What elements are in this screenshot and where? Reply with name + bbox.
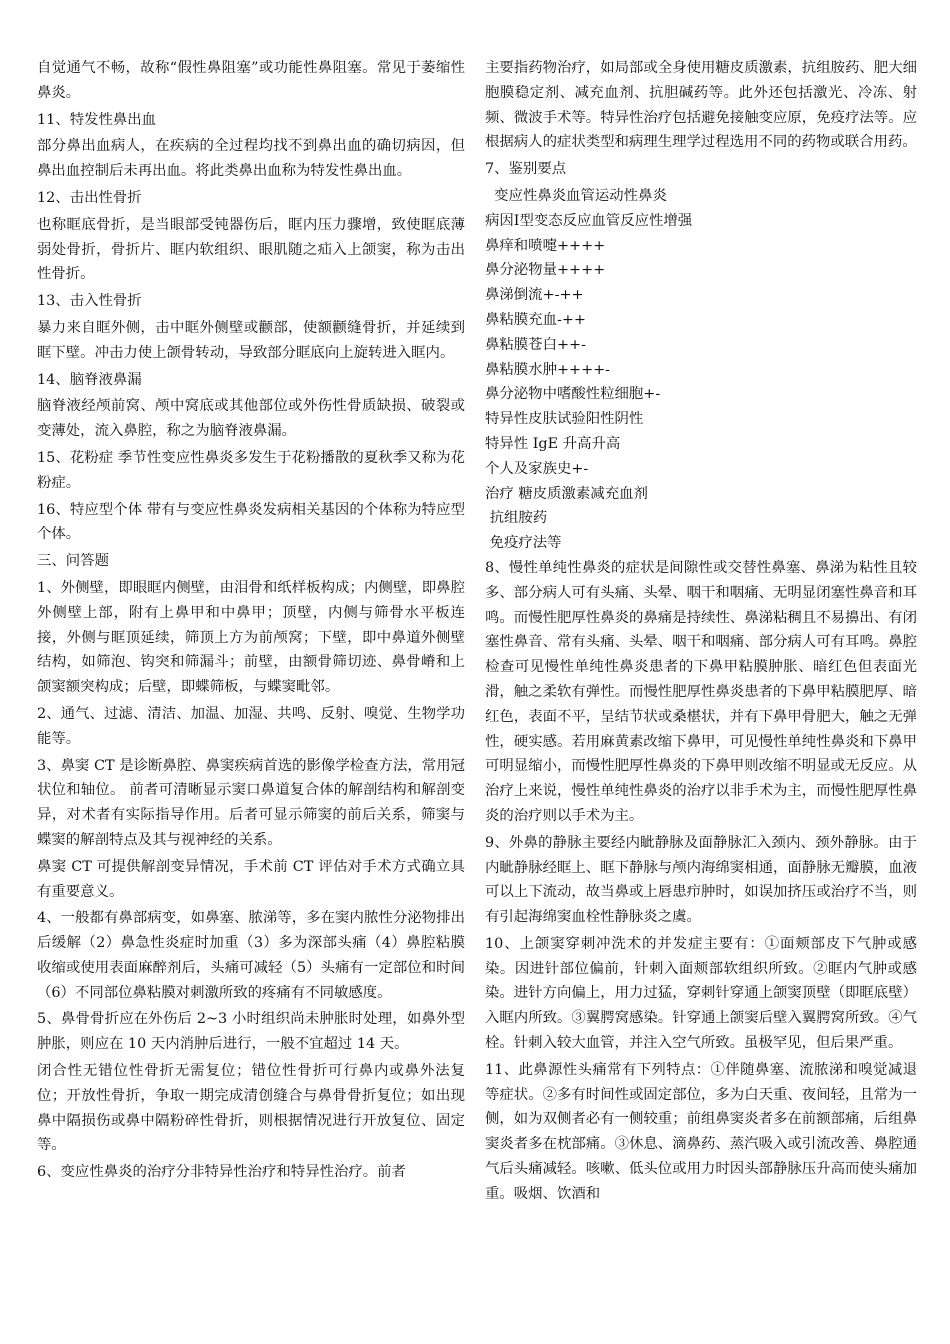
table-row: 抗组胺药 <box>485 510 548 527</box>
table-row: 鼻分泌物量++++ <box>485 262 606 279</box>
answer-paragraph: 9、外鼻的静脉主要经内眦静脉及面静脉汇入颈内、颈外静脉。由于内眦静脉经眶上、眶下静脉与颅内海绵窦相通，面静脉无瓣膜，血液可以上下流动，故当鼻或上唇患疖肿时，如误加挤压或治疗不当，则有引起海绵窦血栓性静脉炎之虞。 <box>485 834 917 926</box>
left-column <box>37 56 465 1187</box>
paragraph: 自觉通气不畅，故称“假性鼻阻塞”或功能性鼻阻塞。常见于萎缩性鼻炎。 <box>37 60 465 101</box>
table-row: 病因Ⅰ型变态反应血管反应性增强 <box>485 212 693 229</box>
paragraph: 暴力来自眶外侧，击中眶外侧壁或颧部，使额颧缝骨折，并延续到眶下壁。冲击力使上颌骨转动，导致部分眶底向上旋转进入眶内。 <box>37 319 465 361</box>
term-heading: 14、脑脊液鼻漏 <box>37 371 142 388</box>
term-heading: 13、击入性骨折 <box>37 293 142 310</box>
table-row: 特异性 IgE 升高升高 <box>485 435 621 452</box>
answer-paragraph: 闭合性无错位性骨折无需复位；错位性骨折可行鼻内或鼻外法复位；开放性骨折，争取一期完成清创缝合与鼻骨骨折复位；如出现鼻中隔损伤或鼻中隔粉碎性骨折，则根据情况进行开放复位、固定等。 <box>37 1063 465 1154</box>
section-heading: 三、问答题 <box>37 553 109 570</box>
answer-paragraph: 主要指药物治疗，如局部或全身使用糖皮质激素，抗组胺药、肥大细胞膜稳定剂、减充血剂、抗胆碱药等。此外还包括激光、冷冻、射频、微波手术等。特异性治疗包括避免接触变应原，免疫疗法等。应根据病人的症状类型和病理生理学过程选用不同的药物或联合用药。 <box>485 60 917 151</box>
answer-paragraph: 10、上颌窦穿刺冲洗术的并发症主要有：①面颊部皮下气肿或感染。因进针部位偏前，针刺入面颊部软组织所致。②眶内气肿或感染。进针方向偏上，用力过猛，穿刺针穿通上颌窦顶壁（即眶底壁）入眶内所致。③翼腭窝感染。针穿通上颌窦后壁入翼腭窝所致。④气栓。针刺入较大血管，并注入空气所致。虽极罕见，但后果严重。 <box>485 935 917 1052</box>
answer-paragraph: 5、鼻骨骨折应在外伤后 2~3 小时组织尚未肿胀时处理，如鼻外型肿胀，则应在 10 天内消肿后进行，一般不宜超过 14 天。 <box>37 1011 465 1053</box>
right-column <box>485 56 917 1209</box>
answer-paragraph: 鼻窦 CT 可提供解剖变异情况，手术前 CT 评估对手术方式确立具有重要意义。 <box>37 858 465 900</box>
table-header: 变应性鼻炎血管运动性鼻炎 <box>485 187 667 204</box>
answer-heading: 7、鉴别要点 <box>485 161 567 178</box>
table-row: 鼻涕倒流+-++ <box>485 287 584 304</box>
answer-paragraph: 11、此鼻源性头痛常有下列特点：①伴随鼻塞、流脓涕和嗅觉减退等症状。②多有时间性或固定部位，多为白天重、夜间轻，且常为一侧，如为双侧者必有一侧较重；前组鼻窦炎者多在前额部痛，后组鼻窦炎者多在枕部痛。③休息、滴鼻药、蒸汽吸入或引流改善、鼻腔通气后头痛减轻。咳嗽、低头位或用力时因头部静脉压升高而使头痛加重。吸烟、饮酒和 <box>485 1061 917 1202</box>
term-heading: 11、特发性鼻出血 <box>37 111 157 128</box>
comparison-table <box>485 184 917 556</box>
paragraph: 15、花粉症 季节性变应性鼻炎多发生于花粉播散的夏秋季又称为花粉症。 <box>37 449 465 491</box>
table-row: 鼻粘膜水肿++++- <box>485 361 611 378</box>
term-heading: 12、击出性骨折 <box>37 189 142 206</box>
answer-paragraph: 2、通气、过滤、清洁、加温、加湿、共鸣、反射、嗅觉、生物学功能等。 <box>37 705 465 747</box>
table-row: 鼻分泌物中嗜酸性粒细胞+- <box>485 386 661 403</box>
answer-paragraph: 6、变应性鼻炎的治疗分非特异性治疗和特异性治疗。前者 <box>37 1164 406 1181</box>
table-row: 鼻痒和喷嚏++++ <box>485 237 606 254</box>
answer-paragraph: 8、慢性单纯性鼻炎的症状是间隙性或交替性鼻塞、鼻涕为粘性且较多、部分病人可有头痛、头晕、咽干和咽痛、无明显闭塞性鼻音和耳鸣。而慢性肥厚性鼻炎的鼻痛是持续性、鼻涕粘稠且不易擤出、有闭塞性鼻音、常有头痛、头晕、咽干和咽痛、部分病人可有耳鸣。鼻腔检查可见慢性单纯性鼻炎患者的下鼻甲粘膜肿胀、暗红色但表面光滑，触之柔软有弹性。而慢性肥厚性鼻炎患者的下鼻甲粘膜肥厚、暗红色，表面不平，呈结节状或桑椹状，并有下鼻甲骨肥大，触之无弹性，硬实感。若用麻黄素改缩下鼻甲，可见慢性单纯性鼻炎和下鼻甲可明显缩小，而慢性肥厚性鼻炎的下鼻甲则改缩不明显或无反应。从治疗上来说，慢性单纯性鼻炎的治疗以非手术为主，而慢性肥厚性鼻炎的治疗则以手术为主。 <box>485 559 917 824</box>
table-row: 鼻粘膜充血-++ <box>485 311 586 328</box>
paragraph: 脑脊液经颅前窝、颅中窝底或其他部位或外伤性骨质缺损、破裂或变薄处，流入鼻腔，称之为脑脊液鼻漏。 <box>37 398 465 440</box>
paragraph: 部分鼻出血病人，在疾病的全过程均找不到鼻出血的确切病因，但鼻出血控制后未再出血。将此类鼻出血称为特发性鼻出血。 <box>37 138 465 180</box>
paragraph: 16、特应型个体 带有与变应性鼻炎发病相关基因的个体称为特应型个体。 <box>37 501 465 543</box>
answer-paragraph: 4、一般都有鼻部病变，如鼻塞、脓涕等，多在窦内脓性分泌物排出后缓解（2）鼻急性炎症时加重（3）多为深部头痛（4）鼻腔粘膜收缩或使用表面麻醉剂后，头痛可减轻（5）头痛有一定部位和时间 （6）不同部位鼻粘膜对刺激所致的疼痛有不同敏感度。 <box>37 910 465 1001</box>
table-row: 鼻粘膜苍白++- <box>485 336 586 353</box>
answer-paragraph: 3、鼻窦 CT 是诊断鼻腔、鼻窦疾病首选的影像学检查方法，常用冠状位和轴位。 前者可清晰显示窦口鼻道复合体的解剖结构和解剖变异，对术者有实际指导作用。后者可显示筛窦的前后关系，筛窦与蝶窦的解剖特点及其与视神经的关系。 <box>37 757 465 848</box>
table-row: 治疗 糖皮质激素减充血剂 <box>485 485 648 502</box>
table-row: 免疫疗法等 <box>485 535 562 552</box>
table-row: 个人及家族史+- <box>485 460 589 477</box>
table-row: 特异性皮肤试验阳性阴性 <box>485 411 644 428</box>
paragraph: 也称眶底骨折，是当眼部受钝器伤后，眶内压力骤增，致使眶底薄弱处骨折，骨折片、眶内软组织、眼肌随之疝入上颌窦，称为击出性骨折。 <box>37 216 465 283</box>
answer-paragraph: 1、外侧壁，即眼眶内侧壁，由泪骨和纸样板构成；内侧壁，即鼻腔外侧壁上部，附有上鼻甲和中鼻甲；顶壁，内侧与筛骨水平板连接，外侧与眶顶延续，筛顶上方为前颅窝；下壁，即中鼻道外侧壁结构，如筛泡、钩突和筛漏斗；前壁，由额骨筛切迹、鼻骨嵴和上颌窦额突构成；后壁，即蝶筛板，与蝶窦毗邻。 <box>37 579 465 696</box>
